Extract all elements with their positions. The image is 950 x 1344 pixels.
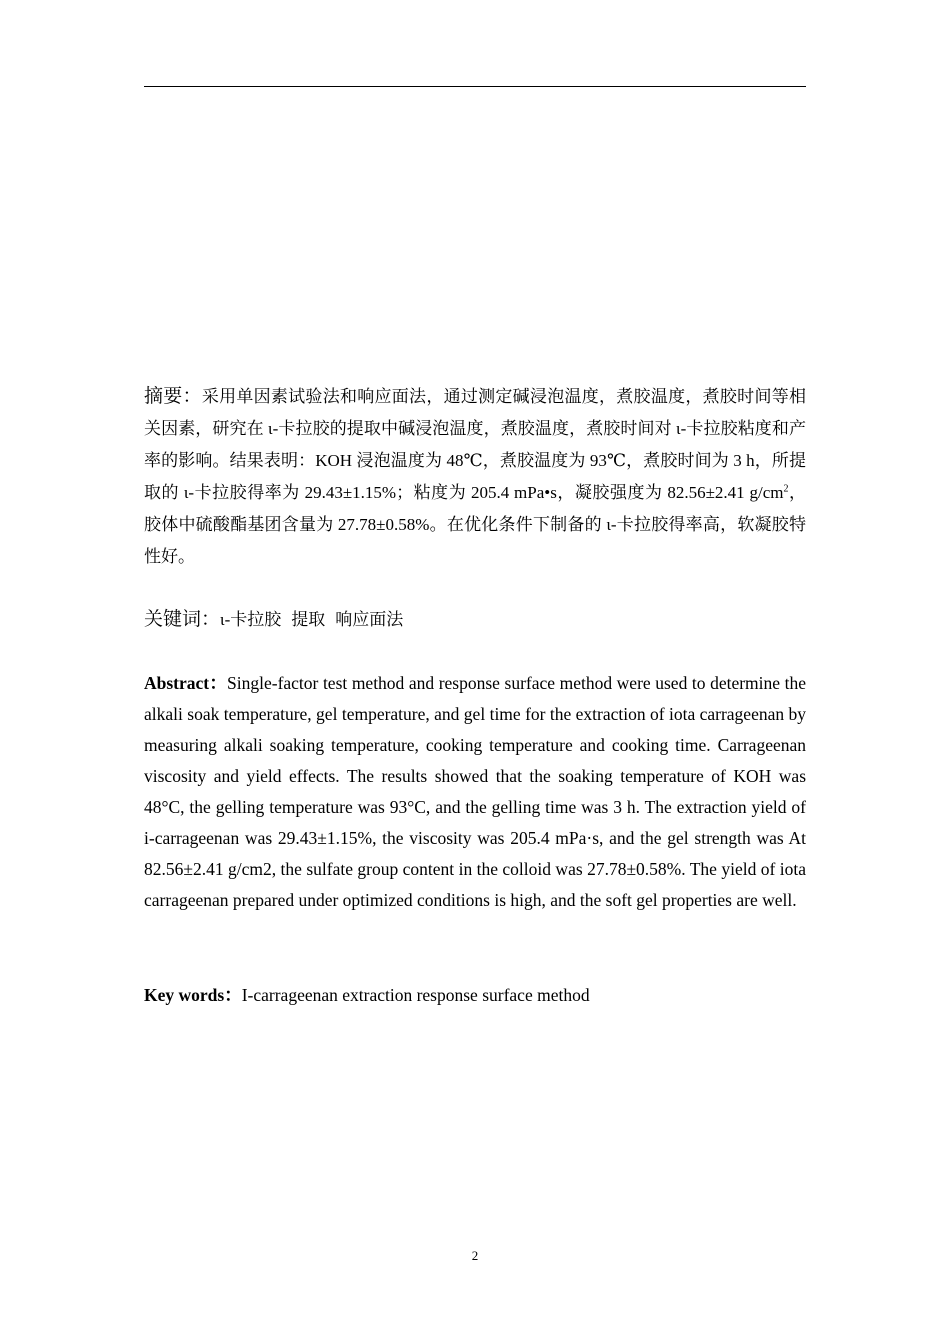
chinese-keywords xyxy=(144,603,806,636)
header-rule xyxy=(144,86,806,87)
chinese-keywords-label: 关键词： xyxy=(144,608,221,630)
chinese-keyword-3: 响应面法 xyxy=(335,610,404,629)
chinese-keyword-2: 提取 xyxy=(291,610,326,629)
english-keywords-body: I-carrageenan extraction response surface method xyxy=(241,985,590,1005)
chinese-abstract xyxy=(144,380,806,573)
superscript-unit: 2 xyxy=(783,483,789,495)
page-number: 2 xyxy=(471,1248,479,1263)
english-abstract-body: Single-factor test method and response surface method were used to determine the alkali soak temperature, gel temperature, and gel time for the extraction of iota carrageenan by measuring alkali soaking temperature, cooking temperature and cooking time. Carrageenan viscosity and yield effects. The results showed that the soaking temperature of KOH was 48°C, the gelling temperature was 93°C, and the gelling time was 3 h. The extraction yield of i-carrageenan was 29.43±1.15%, the viscosity was 205.4 mPa·s, and the gel strength was At 82.56±2.41 g/cm2, the sulfate group content in the colloid was 27.78±0.58%. The yield of iota carrageenan prepared under optimized conditions is high, and the soft gel properties are well. xyxy=(144,673,806,910)
english-keywords xyxy=(144,980,806,1011)
english-abstract xyxy=(144,668,806,916)
english-keywords-label: Key words： xyxy=(144,985,242,1005)
chinese-abstract-body-end: ，胶体中硫酸酯基团含量为 27.78±0.58%。在优化条件下制备的 ι-卡拉胶得率高，软凝胶特性好。 xyxy=(144,483,807,566)
chinese-abstract-label: 摘要： xyxy=(144,385,202,407)
english-abstract-label: Abstract： xyxy=(144,673,228,693)
chinese-abstract-body: 采用单因素试验法和响应面法，通过测定碱浸泡温度，煮胶温度，煮胶时间等相关因素，研究在 ι-卡拉胶的提取中碱浸泡温度，煮胶温度，煮胶时间对 ι-卡拉胶粘度和产率的影响。结果表明：KOH 浸泡温度为 48℃，煮胶温度为 93℃，煮胶时间为 3 h，所提取的 ι-卡拉胶得率为 29.43±1.15%；粘度为 205.4 mPa•s，凝胶强度为 82.56±2.41 g/cm xyxy=(144,387,806,502)
chinese-keyword-1: ι-卡拉胶 xyxy=(220,610,282,629)
